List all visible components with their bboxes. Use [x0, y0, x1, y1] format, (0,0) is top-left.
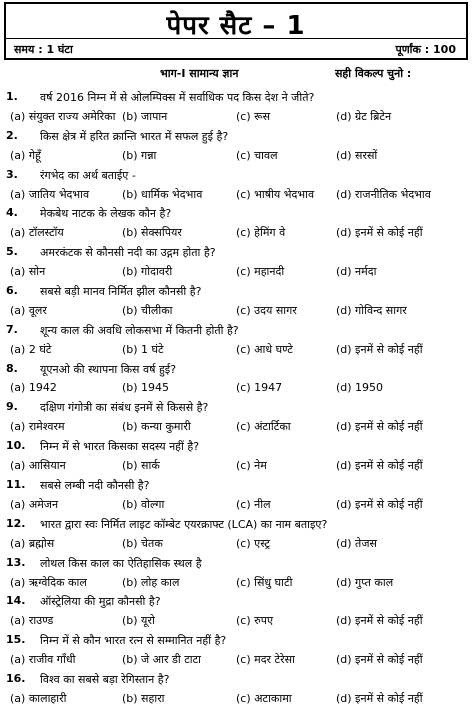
option-a: (a) ब्रह्मोस [10, 536, 55, 550]
question-number: 2. [6, 128, 18, 142]
option-c: (c) हेमिंग वे [236, 226, 286, 240]
option-a: (a) जातिय भेदभाव [10, 187, 90, 201]
option-a: (a) ऋग्वेदिक काल [10, 575, 87, 589]
question-text: भारत द्वारा स्वः निर्मित लाइट कॉम्बेट एयरक्राफ्ट (LCA) का नाम बताइए? [40, 517, 328, 531]
option-b: (b) 1945 [122, 380, 170, 394]
option-b: (b) लोह काल [122, 575, 180, 589]
question-number: 8. [6, 361, 18, 375]
option-c: (c) चावल [236, 148, 278, 162]
option-d: (d) इनमें से कोई नहीं [336, 692, 423, 705]
option-c: (c) मदर टेरेसा [236, 653, 295, 667]
question-text: निम्न में से कौन भारत रत्न से सम्मानित नहीं है? [40, 634, 227, 648]
question-item [0, 633, 474, 673]
option-b: (b) चेतक [122, 536, 163, 550]
question-number: 5. [6, 245, 18, 259]
header-divider [6, 38, 466, 39]
question-item [0, 517, 474, 557]
question-text: वर्ष 2016 निम्न में से ओलम्पिक्स में सर्वाधिक पद किस देश ने जीते? [40, 91, 315, 104]
question-number: 4. [6, 206, 18, 220]
option-d: (d) सरसों [336, 148, 378, 162]
question-number: 1. [6, 90, 18, 103]
option-c: (c) अटाकामा [236, 692, 292, 705]
option-a: (a) आसियान [10, 459, 66, 473]
option-b: (b) जापान [122, 110, 168, 123]
option-b: (b) सेक्सपियर [122, 226, 182, 240]
option-c: (c) रूस [236, 110, 271, 123]
question-number: 12. [6, 516, 26, 530]
option-d: (d) ग्रेट ब्रिटेन [336, 110, 392, 123]
question-item [0, 594, 474, 634]
option-c: (c) एस्ट्र [236, 536, 271, 550]
option-b: (b) धार्मिक भेदभाव [122, 187, 203, 201]
question-text: यूएनओ की स्थापना किस वर्ष हुई? [40, 362, 177, 376]
question-number: 13. [6, 555, 26, 569]
option-a: (a) टॉलस्टॉय [10, 226, 64, 240]
question-number: 14. [6, 594, 26, 608]
question-text: सबसे लम्बी नदी कौनसी है? [40, 479, 150, 492]
option-c: (c) आधे घण्टे [236, 342, 293, 356]
option-d: (d) तेजस [336, 536, 377, 550]
question-number: 15. [6, 633, 26, 647]
question-item [0, 168, 474, 208]
option-c: (c) रुपए [236, 614, 274, 628]
question-number: 16. [6, 672, 26, 685]
header-box [4, 2, 468, 60]
option-b: (b) चीलीका [122, 304, 173, 317]
question-item [0, 400, 474, 440]
option-c: (c) अंटार्टिका [236, 420, 291, 434]
option-d: (d) 1950 [336, 380, 384, 394]
question-number: 11. [6, 478, 26, 491]
question-item [0, 284, 474, 324]
question-item [0, 362, 474, 402]
option-d: (d) इनमें से कोई नहीं [336, 226, 423, 240]
option-c: (c) नील [236, 498, 271, 511]
question-item [0, 129, 474, 169]
option-c: (c) महानदी [236, 265, 285, 279]
option-d: (d) नर्मदा [336, 265, 377, 279]
option-a: (a) रामेश्वरम [10, 420, 65, 434]
option-a: (a) कालाहारी [10, 692, 67, 705]
question-item [0, 90, 474, 130]
question-number: 9. [6, 400, 18, 414]
question-item [0, 323, 474, 363]
option-b: (b) जे आर डी टाटा [122, 653, 201, 667]
option-d: (d) इनमें से कोई नहीं [336, 459, 423, 473]
time-label: समय : 1 घंटा [14, 43, 73, 56]
option-d: (d) राजनीतिक भेदभाव [336, 187, 431, 201]
option-a: (a) 1942 [10, 380, 57, 394]
option-a: (a) राजीव गाँधी [10, 653, 76, 667]
option-d: (d) इनमें से कोई नहीं [336, 614, 423, 628]
question-text: शून्य काल की अवधि लोकसभा में कितनी होती है? [40, 323, 239, 337]
option-d: (d) इनमें से कोई नहीं [336, 653, 423, 667]
option-b: (b) वोल्गा [122, 498, 165, 511]
question-text: रंगभेद का अर्थ बताईए - [40, 168, 136, 182]
option-c: (c) भाषीय भेदभाव [236, 187, 315, 201]
option-a: (a) संयुक्त राज्य अमेरिका [10, 110, 116, 123]
option-a: (a) अमेजन [10, 498, 59, 511]
section-title: भाग-I सामान्य ज्ञान [160, 67, 239, 80]
question-item [0, 439, 474, 479]
option-d: (d) इनमें से कोई नहीं [336, 420, 423, 434]
question-item [0, 478, 474, 518]
question-text: विश्व का सबसे बड़ा रेगिस्तान है? [40, 673, 170, 686]
question-text: ऑस्ट्रेलिया की मुद्रा कौनसी है? [40, 595, 161, 609]
option-a: (a) सोन [10, 265, 46, 279]
question-text: अमरकंटक से कौनसी नदी का उद्गम होता है? [40, 246, 216, 260]
option-c: (c) उदय सागर [236, 304, 297, 317]
option-a: (a) गेहूँ [10, 148, 41, 162]
option-b: (b) कन्या कुमारी [122, 420, 191, 434]
option-c: (c) सिंधु घाटी [236, 575, 293, 589]
question-text: निम्न में से भारत किसका सदस्य नहीं है? [40, 440, 200, 454]
option-b: (b) सार्क [122, 459, 160, 473]
option-c: (c) नेम [236, 459, 267, 473]
option-b: (b) सहारा [122, 692, 165, 705]
question-item [0, 672, 474, 712]
option-d: (d) इनमें से कोई नहीं [336, 498, 423, 511]
question-text: लोथल किस काल का ऐतिहासिक स्थल है [40, 556, 202, 570]
option-b: (b) यूरो [122, 614, 155, 628]
question-item [0, 556, 474, 596]
question-item [0, 245, 474, 285]
question-number: 6. [6, 284, 18, 297]
question-text: मेकबेथ नाटक के लेखक कौन है? [40, 207, 172, 221]
option-b: (b) 1 घंटे [122, 342, 164, 356]
option-a: (a) 2 घंटे [10, 342, 52, 356]
instruction-text: सही विकल्प चुनो : [335, 67, 412, 80]
question-number: 10. [6, 439, 26, 453]
question-number: 7. [6, 322, 18, 336]
question-text: सबसे बड़ी मानव निर्मित झील कौनसी है? [40, 285, 202, 298]
question-text: दक्षिण गंगोत्री का संबंध इनमें से किससे है? [40, 401, 209, 415]
option-a: (a) वूलर [10, 304, 47, 317]
paper-title: पेपर सैट – 1 [166, 11, 306, 41]
option-b: (b) गोदावरी [122, 265, 173, 279]
question-item [0, 206, 474, 246]
option-d: (d) इनमें से कोई नहीं [336, 342, 423, 356]
marks-label: पूर्णांक : 100 [395, 43, 456, 56]
option-d: (d) गोविन्द सागर [336, 304, 407, 317]
question-text: किस क्षेत्र में हरित क्रान्ति भारत में सफल हुई है? [40, 129, 229, 143]
option-a: (a) राउण्ड [10, 614, 54, 628]
option-b: (b) गन्ना [122, 148, 157, 162]
option-d: (d) गुप्त काल [336, 575, 394, 589]
option-c: (c) 1947 [236, 380, 283, 394]
question-number: 3. [6, 167, 18, 181]
